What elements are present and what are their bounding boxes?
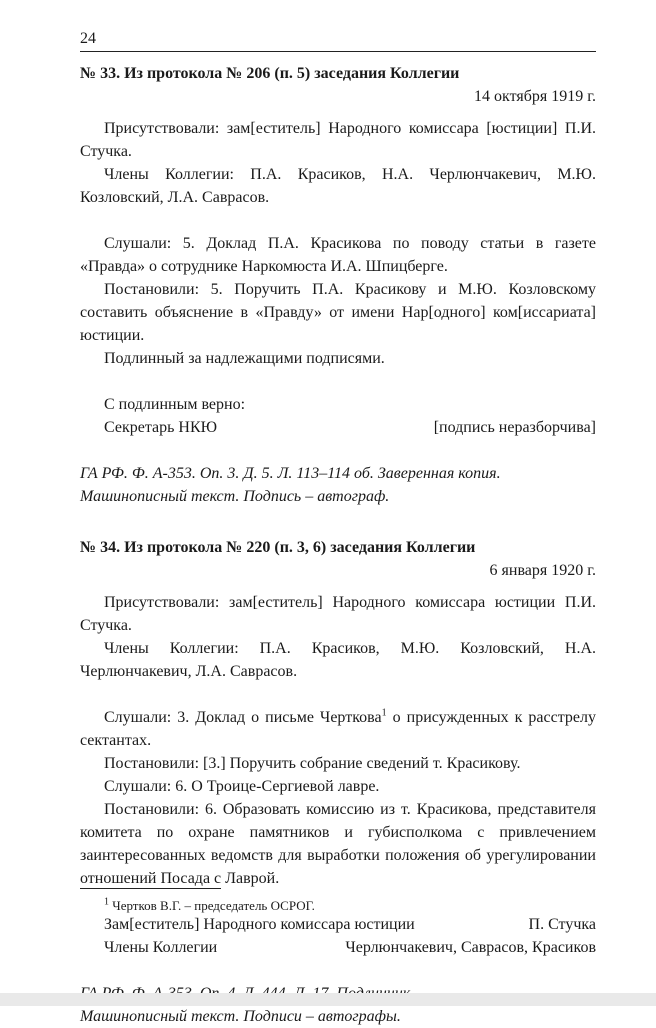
doc34-sig2-label: Члены Коллегии <box>104 939 218 956</box>
footnote-text: Чертков В.Г. – председатель ОСРОГ. <box>109 898 315 913</box>
doc34-heard-1-rest: о присужденных к расстрелу сектантах. <box>80 709 597 749</box>
doc34-sig2-names: Черлюнчакевич, Саврасов, Красиков <box>345 939 596 956</box>
doc34-heard-1-text: Слушали: 3. Доклад о письме Черткова <box>104 709 382 726</box>
header-rule <box>80 51 596 52</box>
doc34-present: Присутствовали: зам[еститель] Народного комиссара юстиции П.И. Стучка. <box>80 594 596 634</box>
doc33-secretary-label: Секретарь НКЮ <box>104 419 218 436</box>
doc34-date: 6 января 1920 г. <box>489 562 596 579</box>
doc34-resolved-1: Постановили: [3.] Поручить собрание сведений т. Красикову. <box>104 755 521 772</box>
doc33-secretary-signature: [подпись неразборчива] <box>433 419 596 436</box>
doc33-present: Присутствовали: зам[еститель] Народного комиссара [юстиции] П.И. Стучка. <box>80 120 596 160</box>
doc34-resolved-2: Постановили: 6. Образовать комиссию из т. Красикова, представителя комитета по охране памятников и губисполкома с привлечением заинтересованных ведомств для выработки положения об урегулировании отношений Посада с Лаврой. <box>80 801 596 887</box>
doc33-secretary-row <box>80 416 596 439</box>
doc34-heard-1 <box>80 706 596 752</box>
doc34-heading: № 34. Из протокола № 220 (п. 3, 6) заседания Коллегии <box>80 539 476 556</box>
doc33-heading: № 33. Из протокола № 206 (п. 5) заседания Коллегии <box>80 65 460 82</box>
footnote-rule <box>80 888 221 889</box>
doc33-original-note: Подлинный за надлежащими подписями. <box>104 350 385 367</box>
doc33-source-line1: ГА РФ. Ф. А-353. Оп. 3. Д. 5. Л. 113–114 об. Заверенная копия. <box>80 465 501 482</box>
footnote-reference: 1 <box>381 707 387 719</box>
doc33-members: Члены Коллегии: П.А. Красиков, Н.А. Черлюнчакевич, М.Ю. Козловский, Л.А. Саврасов. <box>80 166 596 206</box>
page-content <box>80 62 596 1028</box>
doc33-date: 14 октября 1919 г. <box>474 88 596 105</box>
doc34-signature-row-1 <box>80 913 596 936</box>
page-number: 24 <box>80 30 96 47</box>
doc33-resolved: Постановили: 5. Поручить П.А. Красикову и М.Ю. Козловскому составить объяснение в «Правду» от имени Нар[одного] ком[иссариата] юстиции. <box>80 281 596 344</box>
footnote-mark: 1 <box>104 896 109 908</box>
doc34-sig1-name: П. Стучка <box>528 916 596 933</box>
doc34-sig1-label: Зам[еститель] Народного комиссара юстиции <box>104 916 415 933</box>
footnote <box>80 897 596 915</box>
doc33-source-line2: Машинописный текст. Подпись – автограф. <box>80 488 390 505</box>
doc34-members: Члены Коллегии: П.А. Красиков, М.Ю. Козловский, Н.А. Черлюнчакевич, Л.А. Саврасов. <box>80 640 596 680</box>
doc34-heard-2: Слушали: 6. О Троице-Сергиевой лавре. <box>104 778 380 795</box>
page-bottom-edge <box>0 993 656 1006</box>
doc34-source-line2: Машинописный текст. Подписи – автографы. <box>80 1008 401 1025</box>
doc33-heard: Слушали: 5. Доклад П.А. Красикова по поводу статьи в газете «Правда» о сотруднике Наркомюста И.А. Шпицберге. <box>80 235 596 275</box>
doc33-certified: С подлинным верно: <box>104 396 246 413</box>
doc34-signature-row-2 <box>80 936 596 959</box>
